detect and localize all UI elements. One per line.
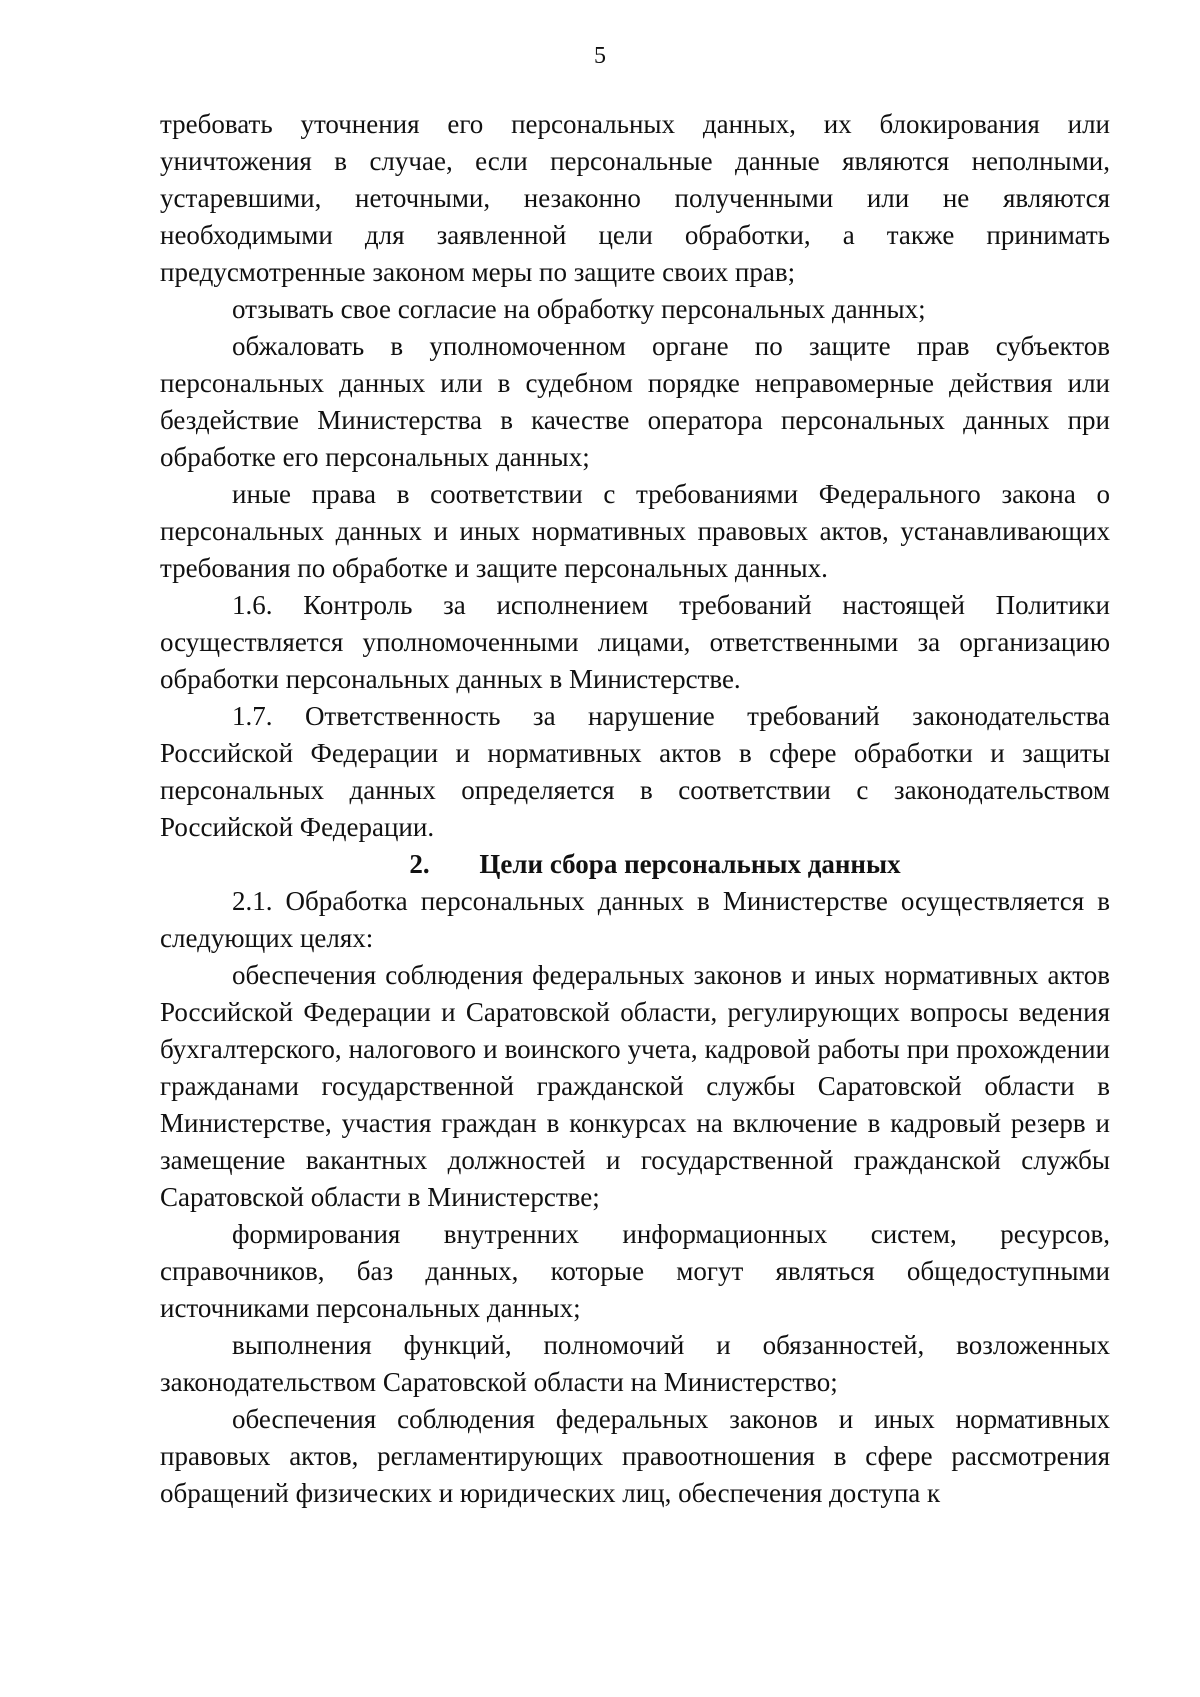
paragraph-1-6: 1.6. Контроль за исполнением требований настоящей Политики осуществляется уполномоченными лицами, ответственными за организацию обработки персональных данных в Министерстве. [160,590,1110,694]
section-number: 2. [409,849,430,879]
section-title: Цели сбора персональных данных [479,849,901,879]
section-heading [160,846,1110,883]
paragraph-goal-accounting: обеспечения соблюдения федеральных законов и иных нормативных актов Российской Федерации и Саратовской области, регулирующих вопросы ведения бухгалтерского, налогового и воинского учета, кадровой работы при прохождении гражданами государственной гражданской службы Саратовской области в Министерстве, участия граждан в конкурсах на включение в кадровый резерв и замещение вакантных должностей и государственной гражданской службы Саратовской области в Министерстве; [160,960,1110,1212]
document-body [160,106,1110,1512]
paragraph-1-7: 1.7. Ответственность за нарушение требований законодательства Российской Федерации и нормативных актов в сфере обработки и защиты персональных данных определяется в соответствии с законодательством Российской Федерации. [160,701,1110,842]
paragraph-goal-appeals: обеспечения соблюдения федеральных законов и иных нормативных правовых актов, регламентирующих правоотношения в сфере рассмотрения обращений физических и юридических лиц, обеспечения доступа к [160,1404,1110,1508]
paragraph-rights-appeal: обжаловать в уполномоченном органе по защите прав субъектов персональных данных или в судебном порядке неправомерные действия или бездействие Министерства в качестве оператора персональных данных при обработке его персональных данных; [160,331,1110,472]
paragraph-goal-functions: выполнения функций, полномочий и обязанностей, возложенных законодательством Саратовской области на Министерство; [160,1330,1110,1397]
page-number: 5 [594,43,606,69]
paragraph-rights-withdraw: отзывать свое согласие на обработку персональных данных; [232,294,926,324]
paragraph-rights-other: иные права в соответствии с требованиями Федерального закона о персональных данных и иных нормативных правовых актов, устанавливающих требования по обработке и защите персональных данных. [160,479,1110,583]
paragraph-2-1: 2.1. Обработка персональных данных в Министерстве осуществляется в следующих целях: [160,886,1110,953]
paragraph-goal-systems: формирования внутренних информационных систем, ресурсов, справочников, баз данных, которые могут являться общедоступными источниками персональных данных; [160,1219,1110,1323]
paragraph-rights-clarify: требовать уточнения его персональных данных, их блокирования или уничтожения в случае, если персональные данные являются неполными, устаревшими, неточными, незаконно полученными или не являются необходимыми для заявленной цели обработки, а также принимать предусмотренные законом меры по защите своих прав; [160,109,1110,287]
